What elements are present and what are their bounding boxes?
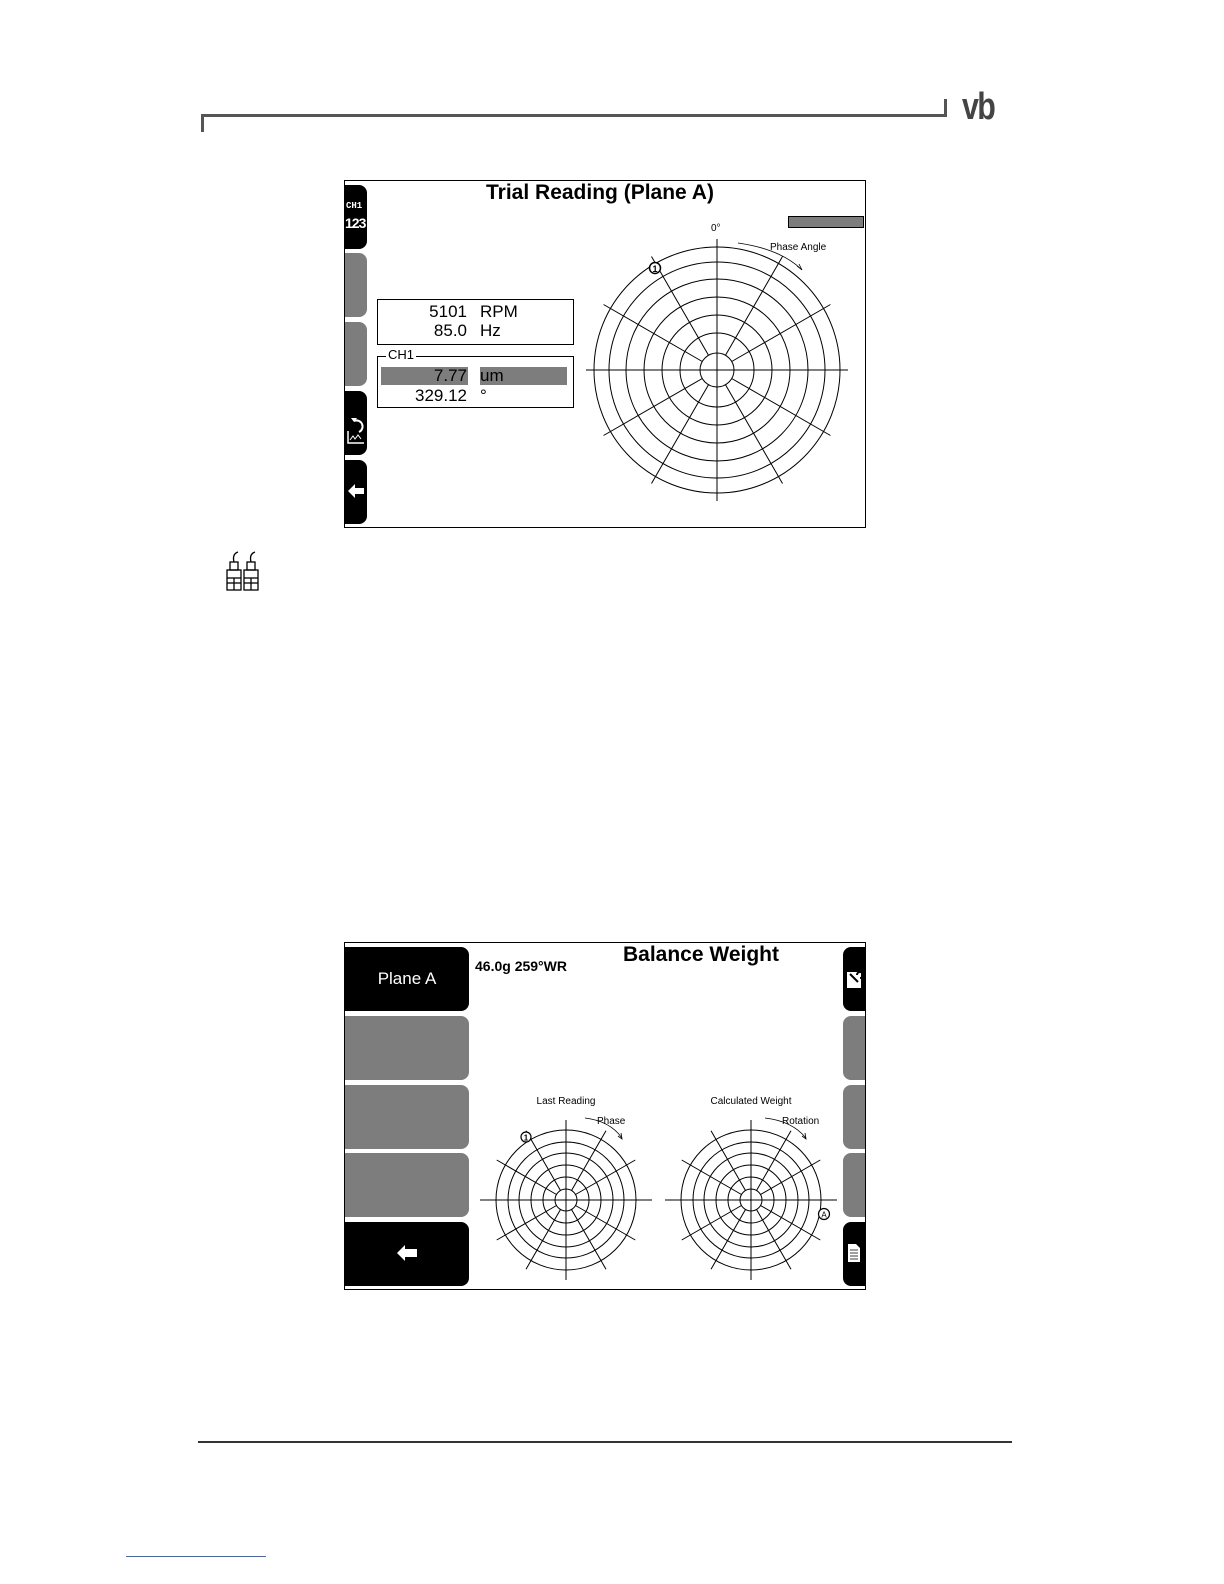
zero-degree-label: 0°: [711, 223, 721, 234]
empty-softkey-2[interactable]: [345, 253, 367, 317]
polar-spoke: [572, 1131, 607, 1191]
channel-box: [377, 347, 574, 408]
calculated-weight-title: Calculated Weight: [710, 1096, 792, 1107]
polar-spoke: [711, 1131, 746, 1191]
plane-a-softkey[interactable]: [345, 947, 469, 1011]
channel-top-label: CH1: [346, 201, 363, 211]
reading-marker-label: 1: [523, 1133, 529, 1143]
hz-value: 85.0: [433, 321, 467, 340]
undo-graph-icon: [345, 391, 367, 455]
vb-logo: vb: [962, 86, 995, 128]
polar-spoke: [523, 1131, 561, 1191]
channel-label: CH1: [388, 347, 415, 362]
polar-grid: [480, 1120, 652, 1280]
calculated-weight-polar-plot: [660, 1091, 845, 1289]
channel-select-softkey[interactable]: [345, 185, 367, 249]
polar-spoke: [682, 1206, 742, 1241]
empty-softkey-3[interactable]: [345, 322, 367, 386]
empty-right-softkey-2[interactable]: [843, 1016, 865, 1080]
reading-marker-label: 1: [652, 264, 658, 274]
hz-unit: Hz: [480, 321, 501, 340]
screen-title: Trial Reading (Plane A): [486, 181, 714, 204]
phase-value: 329.12: [415, 386, 467, 405]
arrow-left-icon: [345, 1222, 469, 1286]
polar-spoke: [732, 305, 831, 362]
polar-spoke: [497, 1206, 557, 1241]
polar-spoke: [761, 1206, 821, 1241]
polar-spoke: [711, 1210, 746, 1270]
polar-spoke: [604, 379, 703, 436]
amplitude-unit: um: [480, 366, 504, 385]
document-icon: [843, 1222, 865, 1286]
polar-spoke: [757, 1131, 792, 1191]
accelerometer-pair-icon: [224, 550, 262, 594]
last-reading-polar-plot: [475, 1091, 660, 1289]
polar-spoke: [726, 257, 783, 356]
rpm-value: 5101: [429, 302, 467, 321]
rotation-label: Rotation: [782, 1116, 820, 1127]
polar-spoke: [576, 1160, 636, 1195]
polar-grid: [586, 239, 848, 501]
settings-softkey[interactable]: [843, 947, 865, 1011]
empty-right-softkey-4[interactable]: [843, 1153, 865, 1217]
polar-spoke: [572, 1210, 607, 1270]
last-reading-title: Last Reading: [536, 1096, 596, 1107]
header-rule-right-tick: [944, 99, 947, 117]
back-softkey[interactable]: [345, 1222, 469, 1286]
polar-spoke: [526, 1210, 561, 1270]
screen-title: Balance Weight: [623, 943, 779, 966]
polar-spoke: [757, 1210, 792, 1270]
footer-link-underline: [126, 1556, 266, 1557]
empty-right-softkey-3[interactable]: [843, 1085, 865, 1149]
plane-a-label: Plane A: [377, 969, 437, 988]
header-rule: [201, 114, 947, 117]
polar-spoke: [726, 385, 783, 484]
weight-marker-label: A: [821, 1210, 827, 1220]
phase-polar-plot: [575, 211, 865, 527]
polar-spoke: [604, 305, 703, 362]
arrow-left-icon: [345, 460, 367, 524]
polar-spoke: [761, 1160, 821, 1195]
polar-spoke: [497, 1160, 557, 1195]
rpm-unit: RPM: [480, 302, 518, 321]
history-softkey[interactable]: [345, 391, 367, 455]
phase-label: Phase: [597, 1116, 626, 1127]
empty-softkey-2[interactable]: [345, 1016, 469, 1080]
wrench-icon: [843, 947, 865, 1011]
polar-spoke: [652, 385, 709, 484]
empty-softkey-4[interactable]: [345, 1153, 469, 1217]
polar-spoke: [576, 1206, 636, 1241]
balance-weight-screen: [344, 942, 866, 1290]
empty-softkey-3[interactable]: [345, 1085, 469, 1149]
balance-result: 46.0g 259°WR: [475, 958, 567, 974]
trial-reading-screen: [344, 180, 866, 528]
polar-spoke: [732, 379, 831, 436]
polar-spoke: [682, 1160, 742, 1195]
speed-box: [377, 299, 574, 345]
phase-direction-arrowhead: [797, 264, 802, 270]
back-softkey[interactable]: [345, 460, 367, 524]
phase-angle-label: Phase Angle: [770, 242, 827, 253]
amplitude-value[interactable]: 7.77: [433, 366, 467, 385]
channel-bottom-label: 123: [345, 215, 366, 231]
header-rule-left-tick: [201, 114, 204, 132]
polar-grid: [665, 1120, 837, 1280]
footer-rule: [198, 1441, 1012, 1443]
report-softkey[interactable]: [843, 1222, 865, 1286]
phase-unit: °: [480, 386, 487, 405]
